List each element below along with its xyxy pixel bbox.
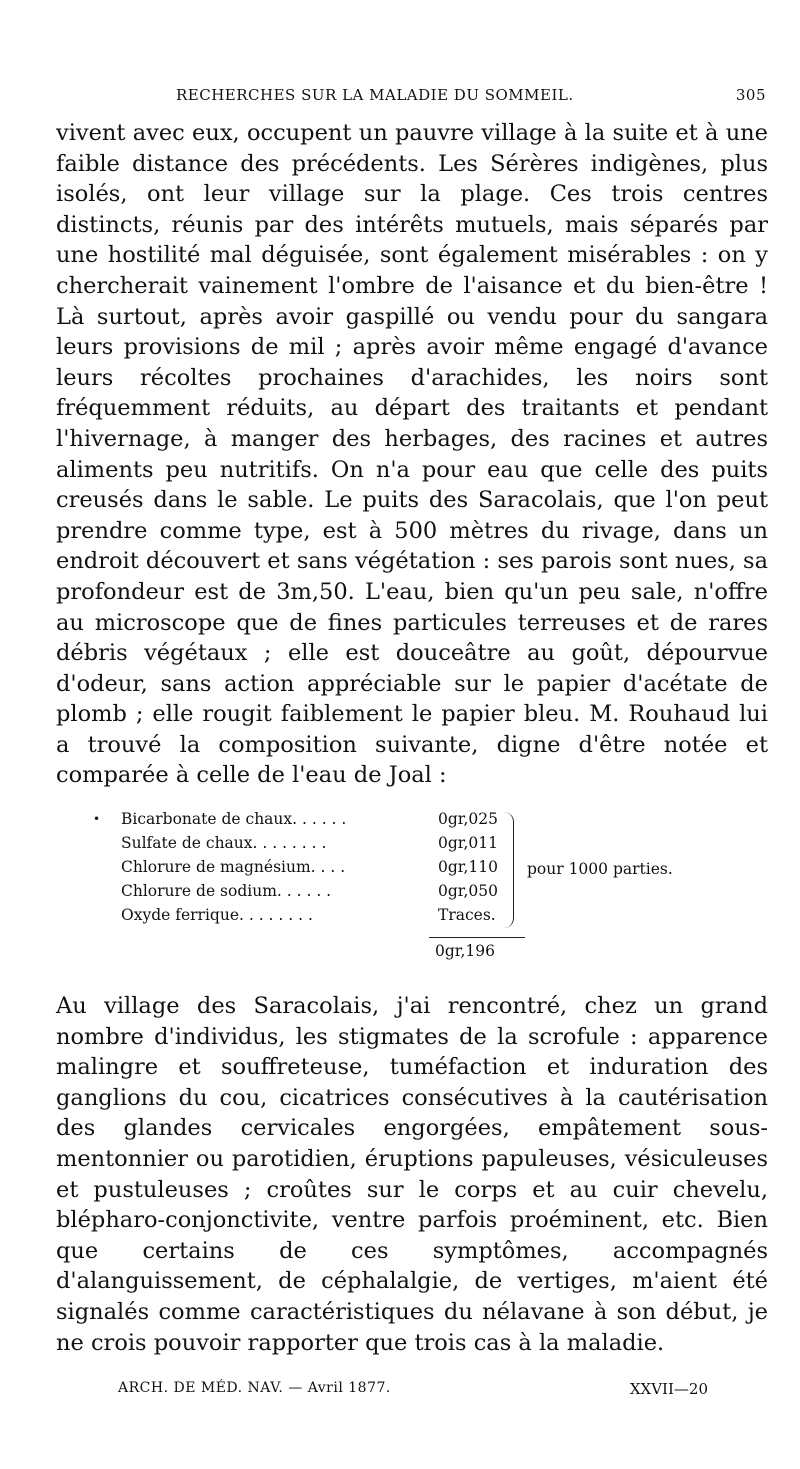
compound-name: Oxyde ferrique. . . . . . . . [121,906,313,924]
composition-row [121,810,591,832]
body-paragraph-2: Au village des Saracolais, j'ai rencontré, chez un grand nombre d'individus, les stigmates de la scrofule : apparence malingre et souffreteuse, tuméfaction et induration des ganglions du cou, cicatrices consécutives à la cautérisation des glandes cervicales engorgées, empâtement sous-mentonnier ou parotidien, éruptions papuleuses, vésiculeuses et pustuleuses ; croûtes sur le corps et au cuir chevelu, blépharo-conjonctivite, ventre parfois proéminent, etc. Bien que certains de ces symptômes, accompagnés d'alanguissement, de céphalalgie, de vertiges, m'aient été signalés comme caractéristiques du nélavane à son début, je ne crois pouvoir rapporter que trois cas à la maladie. [56,993,768,1356]
composition-row [121,834,591,856]
compound-value: 0gr,050 [438,882,499,900]
composition-row [121,858,591,880]
bullet-mark: • [93,812,101,826]
compound-value: 0gr,011 [438,834,499,852]
compound-name: Chlorure de magnésium. . . . [121,858,346,876]
compound-value: 0gr,025 [438,810,499,828]
compound-value: Traces. [438,906,496,924]
compound-name: Chlorure de sodium. . . . . . [121,882,332,900]
composition-row [121,882,591,904]
composition-total: 0gr,196 [435,942,496,960]
compound-name: Bicarbonate de chaux. . . . . . [121,810,347,828]
page-number: 305 [735,86,766,104]
page-footer [118,1380,708,1404]
running-header [176,86,766,110]
running-title: RECHERCHES SUR LA MALADIE DU SOMMEIL. [176,86,574,104]
composition-row [121,906,591,928]
footer-signature: XXVII—20 [629,1380,708,1398]
compound-value: 0gr,110 [438,858,499,876]
unit-note: pour 1000 parties. [527,860,673,878]
grouping-brace [503,812,514,928]
sum-rule [429,937,525,938]
footer-source: ARCH. DE MÉD. NAV. — Avril 1877. [118,1380,391,1396]
water-composition-table [93,810,721,985]
compound-name: Sulfate de chaux. . . . . . . . [121,834,327,852]
body-paragraph-1: vivent avec eux, occupent un pauvre village à la suite et à une faible distance des précédents. Les Sérères indigènes, plus isolés, ont leur village sur la plage. Ces trois centres distincts, réunis par des intérêts mutuels, mais séparés par une hostilité mal déguisée, sont également misérables : on y chercherait vainement l'ombre de l'aisance et du bien-être ! Là surtout, après avoir gaspillé ou vendu pour du sangara leurs provisions de mil ; après avoir même engagé d'avance leurs récoltes prochaines d'arachides, les noirs sont fréquemment réduits, au départ des traitants et pendant l'hivernage, à manger des herbages, des racines et autres aliments peu nutritifs. On n'a pour eau que celle des puits creusés dans le sable. Le puits des Saracolais, que l'on peut prendre comme type, est à 500 mètres du rivage, dans un endroit découvert et sans végétation : ses parois sont nues, sa profondeur est de 3m,50. L'eau, bien qu'un peu sale, n'offre au microscope que de fines particules terreuses et de rares débris végétaux ; elle est douceâtre au goût, dépourvue d'odeur, sans action appréciable sur le papier d'acétate de plomb ; elle rougit faiblement le papier bleu. M. Rouhaud lui a trouvé la composition suivante, digne d'être notée et comparée à celle de l'eau de Joal : [56,120,768,789]
